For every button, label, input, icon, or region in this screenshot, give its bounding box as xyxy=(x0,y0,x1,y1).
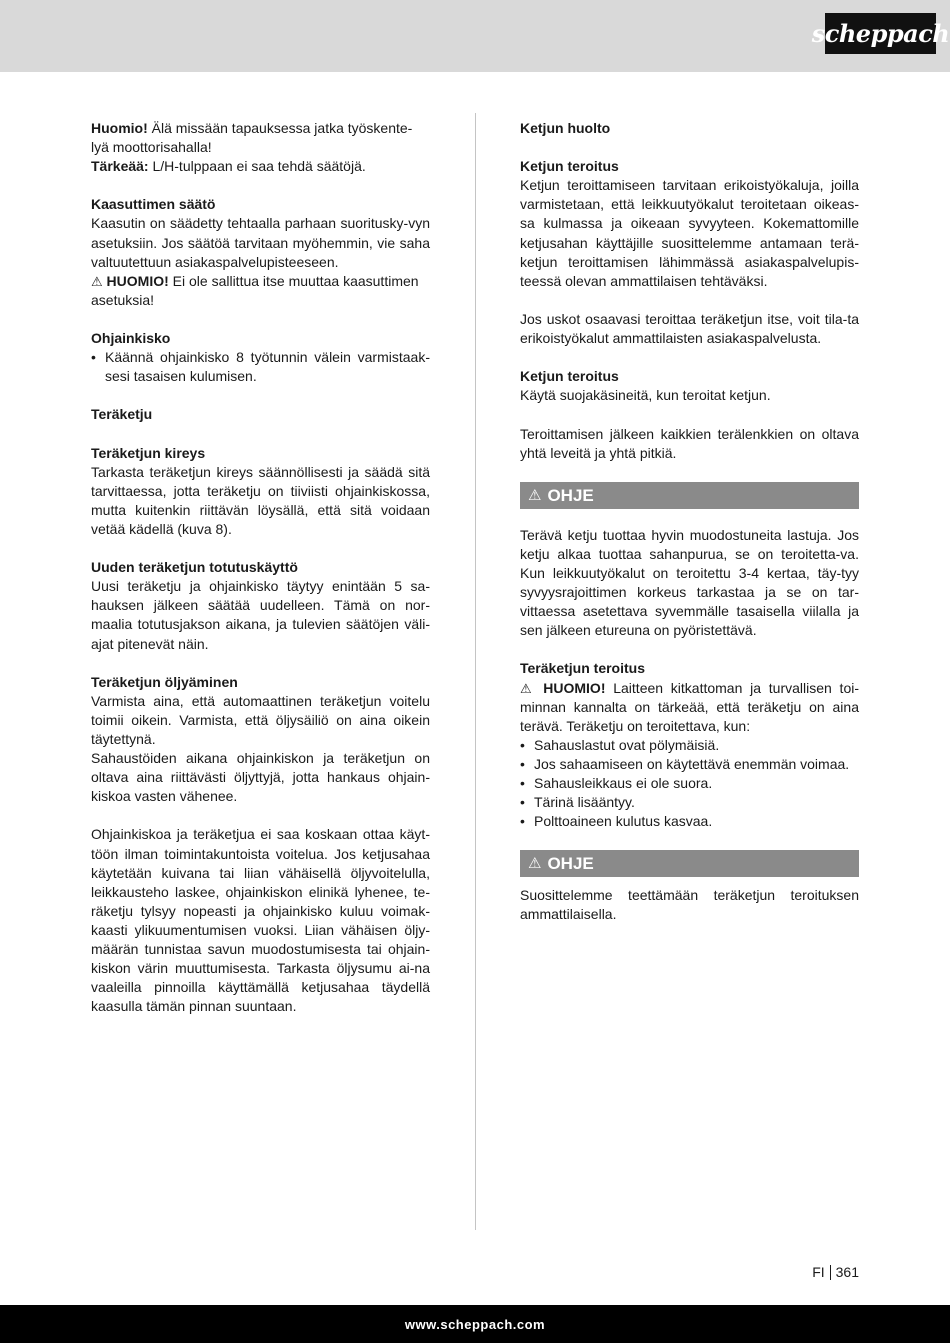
warning-icon: ⚠ xyxy=(528,855,542,873)
paragraph-kaasutin: Kaasutin on säädetty tehtaalla parhaan suoritusky-vyn asetuksiin. Jos säätöä tarvitaan myöhemmin, vie saha valtuutettuun asiakaspalvelupisteeseen. xyxy=(91,215,430,270)
list-teroitus xyxy=(520,736,859,831)
heading-teraketju: Teräketju xyxy=(91,406,153,423)
ohje-banner-2: ⚠ OHJE xyxy=(520,850,859,877)
paragraph-totutus: Uusi teräketju ja ohjainkisko täytyy enintään 5 sa-hauksen jälkeen säätää uudelleen. Tämä on nor-maalia totutusjakson aikana, ja tulevien säätöjen väli-ajat pitenevät näin. xyxy=(91,578,430,652)
page-separator xyxy=(830,1265,831,1280)
heading-teraketjun-teroitus: Teräketjun teroitus xyxy=(520,660,645,677)
ohje-banner-1: ⚠ OHJE xyxy=(520,482,859,509)
heading-ketjun-teroitus-2: Ketjun teroitus xyxy=(520,368,619,385)
list-item: • Käännä ohjainkisko 8 työtunnin välein varmistaak-sesi tasaisen kulumisen. xyxy=(91,348,430,386)
heading-teraketjun-kireys: Teräketjun kireys xyxy=(91,444,206,461)
language-code: FI xyxy=(812,1264,825,1280)
footer-bar xyxy=(0,1305,950,1343)
page-num: 361 xyxy=(835,1264,859,1280)
header-band xyxy=(0,0,950,72)
heading-totutuskaytto: Uuden teräketjun totutuskäyttö xyxy=(91,559,298,576)
paragraph-oljy-3: Ohjainkiskoa ja teräketjua ei saa koskaan ottaa käyt-töön ilman toimintakuntoista voitelua. Jos ketjusahaa käytetään kuivana tai liian vähäisellä öljyvoitelulla, leikkausteho laskee, ohjainkiskon elinikä lyhenee, te-räketju tylsyy nopeasti ja ohjainkisko kuluu voimak-kaasti ylikuumentumisen vuoksi. Liian vähäisen öljy-määrän tunnistaa savun muodostumisesta tai ohjain-kiskon värin muuttumisesta. Tarkasta öljysumu ai-na vaaleilla pinnoilla käyttämällä ketjusahaa täydellä kaasulla tämän pinnan suuntaan. xyxy=(91,826,430,1015)
heading-ketjun-teroitus-1: Ketjun teroitus xyxy=(520,158,619,175)
column-divider xyxy=(475,113,476,1230)
list-item: • Jos sahaamiseen on käytettävä enemmän voimaa. xyxy=(520,755,859,774)
paragraph-ohje-2: Suosittelemme teettämään teräketjun teroituksen ammattilaisella. xyxy=(520,887,859,923)
warning-teroitus: ⚠ HUOMIO! Laitteen kitkattoman ja turvallisen toi-minnan kannalta on tärkeää, että teräketju on aina terävä. Teräketju on teroitettava, kun: xyxy=(520,679,859,734)
paragraph-teroitus-1: Ketjun teroittamiseen tarvitaan erikoistyökaluja, joilla varmistetaan, että leikkuutyökalut teroitetaan oikeas-sa kulmassa ja oikeaan syvyyteen. Kokemattomille ketjusahan käyttäjille suosittelemme antamaan terä-ketjun teroittamisen lähimmässä asiakaspalvelupis-teessä olevan ammattilaisen tehtäväksi. xyxy=(520,177,859,289)
list-item: • Polttoaineen kulutus kasvaa. xyxy=(520,812,859,831)
right-column xyxy=(520,119,859,925)
note-huomio: Huomio! Älä missään tapauksessa jatka työskente-lyä moottorisahalla! xyxy=(91,120,413,156)
list-item: • Sahausleikkaus ei ole suora. xyxy=(520,774,859,793)
warning-icon: ⚠ xyxy=(528,486,542,504)
note-tarkeaa: Tärkeää: L/H-tulppaan ei saa tehdä säätöjä. xyxy=(91,158,366,175)
scheppach-logo: scheppach xyxy=(825,13,936,54)
warning-icon: ⚠ xyxy=(91,273,103,289)
paragraph-teroitus-3: Käytä suojakäsineitä, kun teroitat ketjun. xyxy=(520,387,771,404)
paragraph-ohje-1: Terävä ketju tuottaa hyvin muodostuneita lastuja. Jos ketju alkaa tuottaa sahanpurua, se on teroitetta-va. Kun leikkuutyökalut on teroitettu 3-4 kertaa, täy-tyy syvyysrajoittimen korkeus tarkastaa ja se on tar-vittaessa asetettava syvemmälle tasaisella viilalla ja sen jälkeen etureuna on pyöristettävä. xyxy=(520,526,859,639)
heading-ohjainkisko: Ohjainkisko xyxy=(91,330,171,347)
left-column xyxy=(91,119,430,1016)
heading-ketjun-huolto: Ketjun huolto xyxy=(520,120,611,136)
heading-kaasuttimen-saato: Kaasuttimen säätö xyxy=(91,196,216,213)
warning-kaasutin: ⚠ HUOMIO! Ei ole sallittua itse muuttaa kaasuttimen asetuksia! xyxy=(91,272,419,308)
list-item: • Tärinä lisääntyy. xyxy=(520,793,859,812)
list-ohjainkisko xyxy=(91,348,430,386)
page-number xyxy=(812,1264,859,1280)
website-link[interactable]: www.scheppach.com xyxy=(404,1316,546,1332)
paragraph-teroitus-4: Teroittamisen jälkeen kaikkien terälenkkien on oltava yhtä leveitä ja yhtä pitkiä. xyxy=(520,425,859,461)
heading-oljyaminen: Teräketjun öljyäminen xyxy=(91,673,238,690)
list-item: • Sahauslastut ovat pölymäisiä. xyxy=(520,736,859,755)
paragraph-kireys: Tarkasta teräketjun kireys säännöllisesti ja säädä sitä tarvittaessa, jotta teräketju on tiiviisti ohjainkiskossa, mutta kuitenkin riittävän löysällä, että sitä voidaan vetää kädellä (kuva 8). xyxy=(91,463,430,537)
paragraph-teroitus-2: Jos uskot osaavasi teroittaa teräketjun itse, voit tila-ta erikoistyökalut ammattilaisten asiakaspalvelusta. xyxy=(520,310,859,347)
paragraph-oljy-1: Varmista aina, että automaattinen teräketjun voitelu toimii oikein. Varmista, että öljysäiliö on aina oikein täytettynä. xyxy=(91,692,430,747)
paragraph-oljy-2: Sahaustöiden aikana ohjainkiskon ja teräketjun on oltava aina riittävästi öljyttyjä, jotta hankaus ohjain-kiskoa vasten vähenee. xyxy=(91,750,430,805)
warning-icon: ⚠ xyxy=(520,680,536,696)
